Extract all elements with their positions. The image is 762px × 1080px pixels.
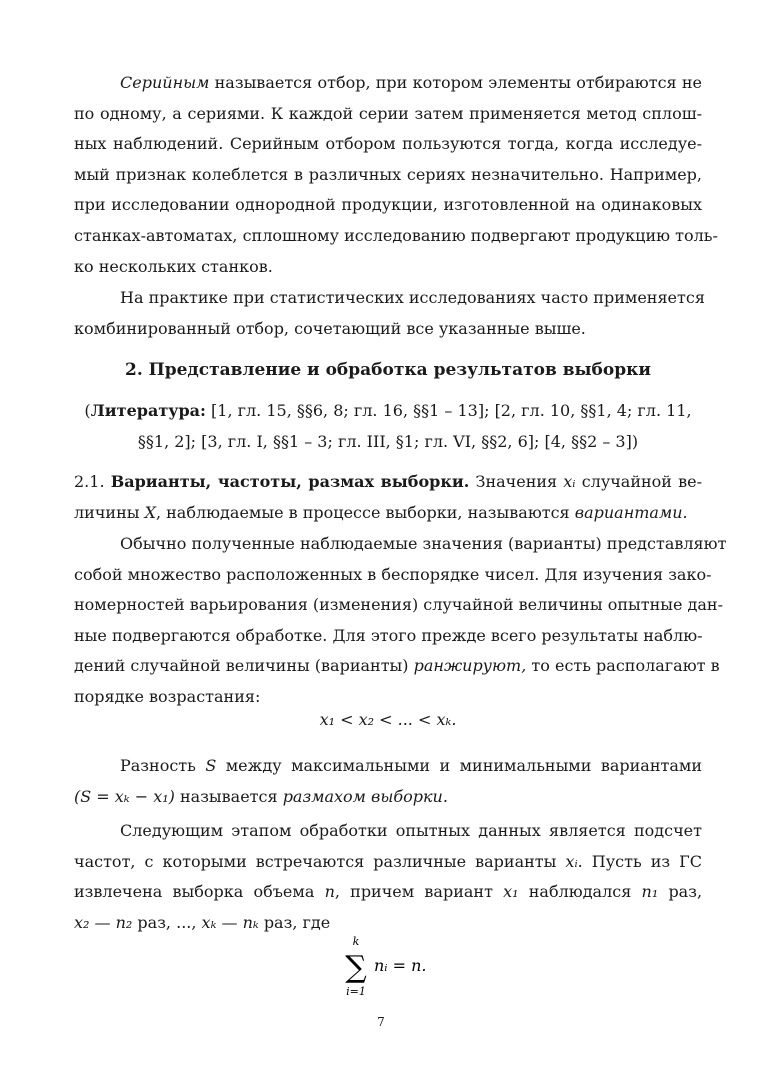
- term-rank: ранжируют,: [413, 656, 527, 676]
- paragraph-combined-sampling: На практике при статистических исследованиях часто применяется комбинированный отбор, сочетающий все указанные выше.: [74, 288, 705, 338]
- paragraph-ranking: Обычно полученные наблюдаемые значения (варианты) представляют собой множество расположенных в беспорядке чисел. Для изучения зако- номерностей варьирования (изменения) случайной величины опытные дан- ные подвергаются обработке. Для этого прежде всего результаты наблю- дений случайной величины (варианты) ранжируют, то есть располагают в порядке возрастания:: [74, 534, 727, 706]
- section-heading: 2. Представление и обработка результатов выборки: [125, 360, 651, 380]
- ordering-formula: x₁ < x₂ < ... < xₖ.: [319, 710, 457, 729]
- subsection-variants: 2.1. Варианты, частоты, размах выборки. Значения xᵢ случайной ве- личины X, наблюдаемые в процессе выборки, называются вариантами.: [74, 472, 703, 522]
- sum-lower-limit: i=1: [346, 985, 366, 998]
- paragraph-frequencies: Следующим этапом обработки опытных данных является подсчет частот, с которыми встречаются различные варианты xᵢ. Пусть из ГС извлечена выборка объема n, причем вариант x₁ наблюдался n₁ раз, x₂ — n₂ раз, ..., xₖ — nₖ раз, где: [74, 821, 703, 932]
- sum-upper-limit: k: [352, 935, 360, 948]
- subsection-title: Варианты, частоты, размах выборки.: [110, 472, 470, 491]
- paragraph-serial-sampling: Серийным называется отбор, при котором элементы отбираются не по одному, а сериями. К каждой серии затем применяется метод сплош- ных наблюдений. Серийным отбором пользуются тогда, когда исследуе- мый признак колеблется в различных сериях незначительно. Например, при исследовании однородной продукции, изготовленной на одинаковых станках-автоматах, сплошному исследованию подвергают продукцию толь- ко нескольких станков.: [74, 73, 718, 276]
- term-serial: Серийным: [120, 73, 210, 92]
- sigma-icon: ∑: [345, 950, 367, 985]
- range-formula: (S = xₖ − x₁): [74, 786, 175, 806]
- term-range: размахом выборки.: [282, 786, 448, 806]
- subsection-number: 2.1.: [74, 472, 105, 491]
- literature-reference: (Литература: [1, гл. 15, §§6, 8; гл. 16, §§1 – 13]; [2, гл. 10, §§1, 4; гл. 11, §§1, 2]; [3, гл. I, §§1 – 3; гл. III, §1; гл. VI, §§2, 6]; [4, §§2 – 3]): [84, 401, 692, 451]
- sum-body: nᵢ = n.: [374, 956, 427, 975]
- summation-formula: [0, 925, 762, 1005]
- page-number: 7: [377, 1015, 385, 1029]
- term-variants: вариантами.: [574, 502, 688, 522]
- paragraph-range: Разность S между максимальными и минимальными вариантами (S = xₖ − x₁) называется размахом выборки.: [74, 756, 703, 806]
